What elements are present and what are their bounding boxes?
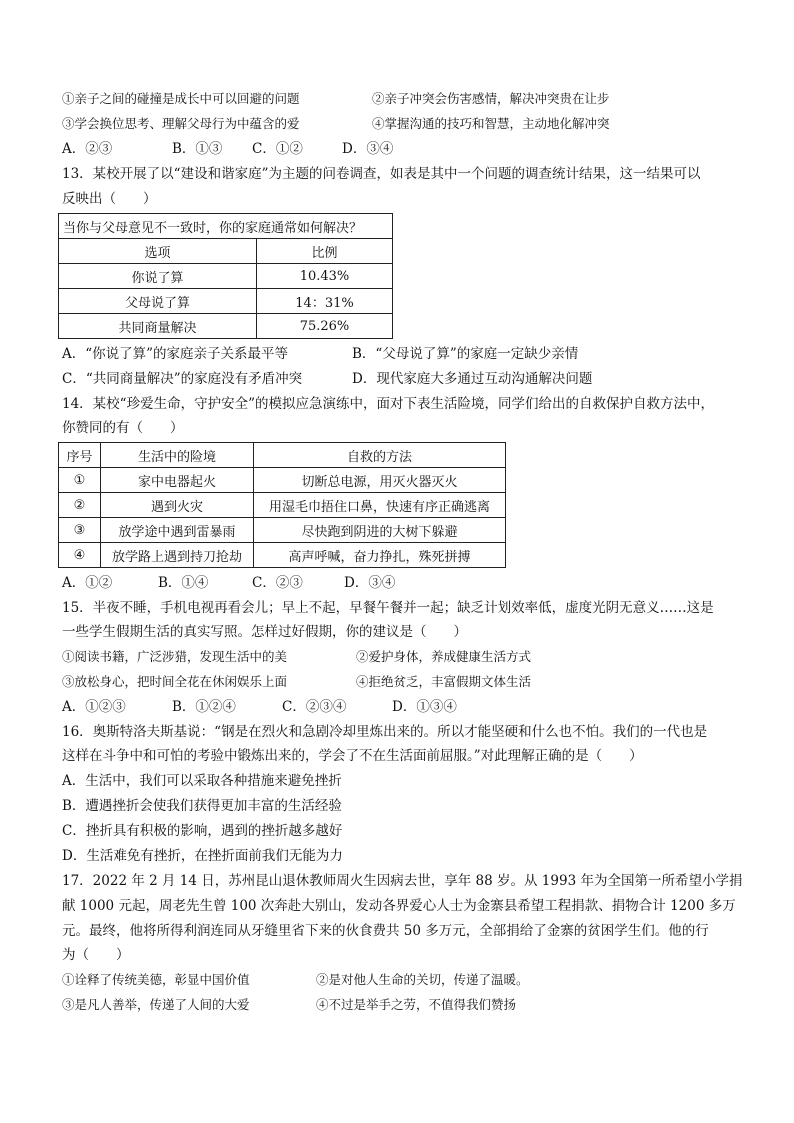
q13-option-b: B．“父母说了算”的家庭一定缺少亲情 (352, 346, 579, 362)
q16-stem-line-2: 这样在斗争中和可怕的考验中锻炼出来的，学会了不在生活面前屈服。”对此理解正确的是（ ） (62, 748, 643, 764)
q15-statement-2: ②爱护身体，养成健康生活方式 (356, 649, 532, 664)
q15-stem-line-1: 15．半夜不睡，手机电视再看会儿；早上不起，早餐午餐并一起；缺乏计划效率低，虚度光阴无意义……这是 (62, 600, 714, 616)
q13-table-caption: 当你与父母意见不一致时，你的家庭通常如何解决？ (59, 214, 393, 239)
q12-option-c: C．①② (252, 141, 303, 157)
q14-cell-danger: 家中电器起火 (101, 468, 254, 493)
q14-option-b: B．①④ (158, 575, 209, 591)
q14-cell-no: ④ (59, 543, 101, 568)
q14-cell-no: ③ (59, 518, 101, 543)
q12-option-d: D．③④ (342, 141, 394, 157)
q14-option-d: D．③④ (344, 575, 396, 591)
q14-header-danger: 生活中的险境 (101, 443, 254, 468)
q14-danger-table (58, 442, 506, 568)
q17-stem-line-4: 为（ ） (62, 947, 130, 963)
q12-statement-1: ①亲子之间的碰撞是成长中可以回避的问题 (62, 91, 300, 106)
table-row (59, 493, 506, 518)
q13-cell-ratio: 14：31% (257, 289, 393, 314)
q14-cell-method: 高声呼喊，奋力挣扎，殊死拼搏 (254, 543, 506, 568)
q17-stem-line-2: 献 1000 元起，周老先生曾 100 次奔赴大别山，发动各界爱心人士为金寨县希望工程捐款、捐物合计 1200 多万 (62, 898, 736, 914)
q15-option-c: C．②③④ (282, 699, 347, 715)
q14-header-no: 序号 (59, 443, 101, 468)
q13-option-a: A．“你说了算”的家庭亲子关系最平等 (62, 346, 289, 362)
q14-cell-method: 用湿毛巾捂住口鼻，快速有序正确逃离 (254, 493, 506, 518)
q15-option-d: D．①③④ (392, 699, 457, 715)
q14-cell-no: ② (59, 493, 101, 518)
q17-statement-1: ①诠释了传统美德，彰显中国价值 (62, 972, 250, 987)
q12-statement-3: ③学会换位思考、理解父母行为中蕴含的爱 (62, 116, 300, 131)
q13-option-d: D．现代家庭大多通过互动沟通解决问题 (352, 371, 593, 387)
q12-option-b: B．①③ (172, 141, 223, 157)
q15-option-a: A．①②③ (62, 699, 126, 715)
q17-statement-3: ③是凡人善举，传递了人间的大爱 (62, 997, 250, 1012)
q13-header-ratio: 比例 (257, 239, 393, 264)
q13-option-c: C．“共同商量解决”的家庭没有矛盾冲突 (62, 371, 303, 387)
q13-survey-table (58, 213, 393, 339)
q16-stem-line-1: 16．奥斯特洛夫斯基说：“钢是在烈火和急剧冷却里炼出来的。所以才能坚硬和什么也不怕。我们的一代也是 (62, 724, 708, 740)
q14-cell-danger: 遇到火灾 (101, 493, 254, 518)
q15-statement-4: ④拒绝贫乏，丰富假期文体生活 (356, 674, 532, 689)
q16-option-c: C．挫折具有积极的影响，遇到的挫折越多越好 (62, 823, 343, 839)
q15-option-b: B．①②④ (172, 699, 236, 715)
q15-statement-3: ③放松身心，把时间全花在休闲娱乐上面 (62, 674, 288, 689)
table-row (59, 289, 393, 314)
q14-stem-line-1: 14．某校“珍爱生命，守护安全”的模拟应急演练中，面对下表生活险境，同学们给出的自救保护自救方法中， (62, 396, 714, 412)
q16-option-a: A．生活中，我们可以采取各种措施来避免挫折 (62, 773, 342, 789)
q12-statement-4: ④掌握沟通的技巧和智慧，主动地化解冲突 (372, 116, 610, 131)
q16-option-b: B．遭遇挫折会使我们获得更加丰富的生活经验 (62, 798, 342, 814)
q13-cell-option: 父母说了算 (59, 289, 257, 314)
q13-cell-option: 你说了算 (59, 264, 257, 289)
table-row (59, 543, 506, 568)
table-row (59, 314, 393, 339)
q14-cell-danger: 放学途中遇到雷暴雨 (101, 518, 254, 543)
q14-header-method: 自救的方法 (254, 443, 506, 468)
q15-stem-line-2: 一些学生假期生活的真实写照。怎样过好假期，你的建议是（ ） (62, 624, 467, 640)
q17-statement-2: ②是对他人生命的关切，传递了温暖。 (316, 972, 529, 987)
table-row (59, 518, 506, 543)
table-row (59, 264, 393, 289)
q13-cell-ratio: 10.43% (257, 264, 393, 289)
q12-statement-2: ②亲子冲突会伤害感情，解决冲突贵在让步 (372, 91, 610, 106)
q13-stem-line-1: 13．某校开展了以“建设和谐家庭”为主题的问卷调查，如表是其中一个问题的调查统计结果，这一结果可以 (62, 166, 701, 182)
q14-cell-danger: 放学路上遇到持刀抢劫 (101, 543, 254, 568)
q16-option-d: D．生活难免有挫折，在挫折面前我们无能为力 (62, 848, 343, 864)
q14-cell-method: 尽快跑到阴进的大树下躲避 (254, 518, 506, 543)
q14-stem-line-2: 你赞同的有（ ） (62, 420, 184, 436)
q17-statement-4: ④不过是举手之劳，不值得我们赞扬 (316, 997, 517, 1012)
q17-stem-line-3: 元。最终，他将所得利润连同从牙缝里省下来的伙食费共 50 多万元，全部捐给了金寨的贫困学生们。他的行 (62, 923, 709, 939)
q12-option-a: A．②③ (62, 141, 113, 157)
q14-option-c: C．②③ (252, 575, 303, 591)
q15-statement-1: ①阅读书籍，广泛涉猎，发现生活中的美 (62, 649, 288, 664)
q14-cell-method: 切断总电源，用灭火器灭火 (254, 468, 506, 493)
q17-stem-line-1: 17．2022 年 2 月 14 日，苏州昆山退休教师周火生因病去世，享年 88 岁。从 1993 年为全国第一所希望小学捐 (62, 873, 743, 889)
q13-cell-ratio: 75.26% (257, 314, 393, 339)
q14-cell-no: ① (59, 468, 101, 493)
q14-option-a: A．①② (62, 575, 113, 591)
table-row (59, 468, 506, 493)
q13-header-option: 选项 (59, 239, 257, 264)
q13-stem-line-2: 反映出（ ） (62, 191, 157, 207)
q13-cell-option: 共同商量解决 (59, 314, 257, 339)
